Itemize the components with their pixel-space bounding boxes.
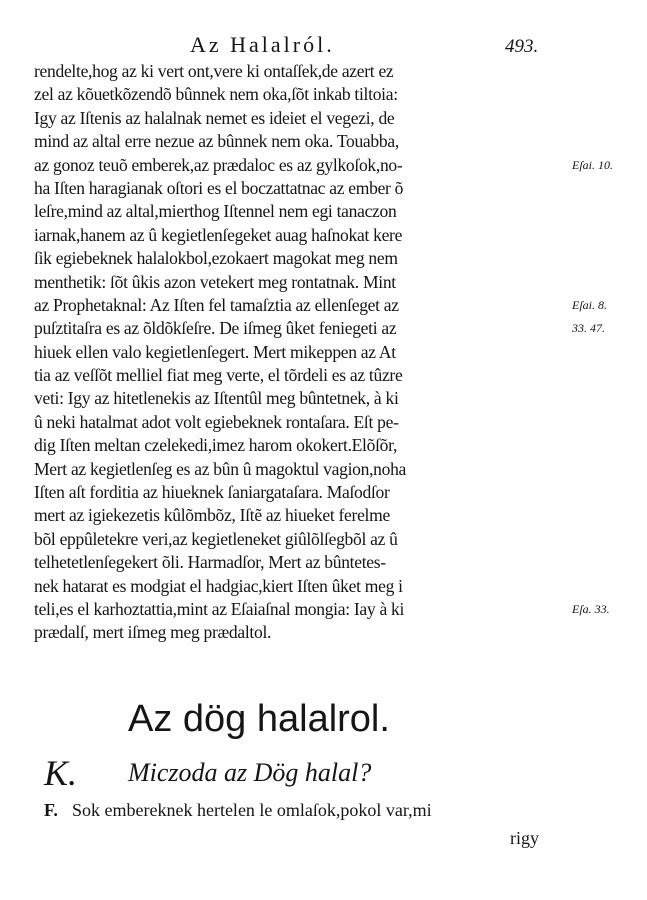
margin-note: Eſa. 33. (572, 602, 610, 617)
text-line: az gonoz teuõ emberek,az prædaloc es az gylkoſok,no- (34, 154, 403, 175)
text-line: Igy az Iſtenis az halalnak nemet es ideiet el vegezi, de (34, 107, 395, 128)
page-number: 493. (505, 36, 539, 57)
text-line: Iſten aſt forditia az hiueknek ſaniargataſara. Maſodſor (34, 482, 390, 503)
question-label: K. (44, 753, 78, 793)
text-line: ſik egiebeknek halalokbol,ezokaert magokat meg nem (34, 248, 398, 269)
section-heading: Az dög halalrol. (128, 698, 390, 740)
text-line: az Prophetaknal: Az Iſten fel tamaſztia az ellenſeget az (34, 294, 399, 315)
text-line: tia az veſſõt melliel fiat meg verte, el tõrdeli es az tûzre (34, 365, 403, 386)
margin-note: 33. 47. (572, 321, 605, 336)
text-line: mind az altal erre nezue az bûnnek nem oka. Touabba, (34, 131, 399, 152)
text-line: teli,es el karhoztattia,mint az Eſaiaſnal mongia: Iay à ki (34, 598, 405, 619)
question (44, 752, 604, 792)
text-line: mert az igiekezetis kûlõmbõz, Iſtẽ az hiueket ferelme (34, 505, 390, 526)
text-line: bõl eppûletekre veri,az kegietleneket giûlõlſegbõl az û (34, 528, 398, 549)
answer-text: Sok embereknek hertelen le omlaſok,pokol var,mi (72, 800, 432, 820)
body-text (34, 60, 574, 645)
text-line: puſztitaſra es az õldõkſeſre. De iſmeg ûket feniegeti az (34, 318, 397, 339)
margin-note: Eſai. 10. (572, 157, 613, 172)
text-line: menthetik: ſõt ûkis azon vetekert meg rontatnak. Mint (34, 271, 396, 292)
text-line: telhetetlenſegekert õli. Harmadſor, Mert az bûntetes- (34, 552, 386, 573)
text-line: dig Iſten meltan czelekedi,imez harom okokert.Elõſõr, (34, 435, 398, 456)
text-line: leſre,mind az altal,mierthog Iſtennel nem egi tanaczon (34, 201, 397, 222)
text-line: veti: Igy az hitetlenekis az Iſtentûl meg bûntetnek, à ki (34, 388, 399, 409)
text-line: rendelte,hog az ki vert ont,vere ki ontaſſek,de azert ez (34, 61, 394, 81)
text-line: ha Iſten haragianak oſtori es el boczattatnac az ember õ (34, 177, 404, 198)
running-title: Az Halalról. (190, 32, 335, 57)
text-line: iarnak,hanem az û kegietlenſegeket auag haſnokat kere (34, 224, 403, 245)
text-line: zel az kõuetkõzendõ bûnnek nem oka,ſõt inkab tiltoia: (34, 84, 398, 105)
text-line: hiuek ellen valo kegietlenſegert. Mert mikeppen az At (34, 341, 396, 362)
question-text: Miczoda az Dög halal? (128, 758, 372, 787)
text-line: prædalſ, mert iſmeg meg prædaltol. (34, 622, 272, 643)
page-header (0, 32, 647, 62)
answer-label: F. (44, 800, 58, 820)
text-line: Mert az kegietlenſeg es az bûn û magoktul vagion,noha (34, 458, 407, 479)
text-line: nek hatarat es modgiat el hadgiac,kiert Iſten ûket meg i (34, 575, 403, 596)
catchword: rigy (510, 828, 539, 848)
text-line: û neki hatalmat adot volt egiebeknek rontaſara. Eſt pe- (34, 411, 399, 432)
margin-note: Eſai. 8. (572, 298, 607, 312)
